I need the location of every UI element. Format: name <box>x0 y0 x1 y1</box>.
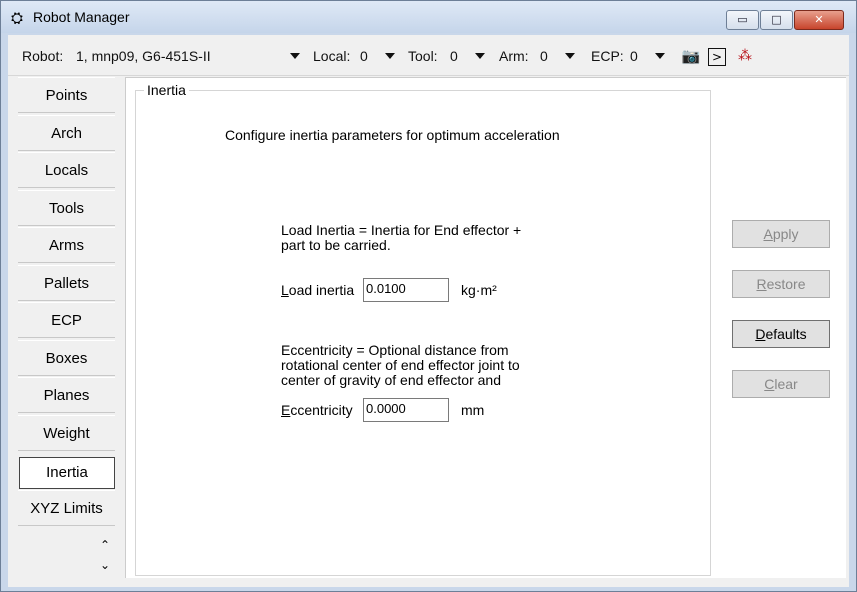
apply-mnemonic: A <box>763 226 773 242</box>
tool-dropdown-caret-icon[interactable] <box>475 53 485 59</box>
camera-icon[interactable]: 📷 <box>681 47 701 65</box>
apply-button[interactable] <box>732 220 830 248</box>
inertia-panel <box>125 77 846 578</box>
clear-button[interactable] <box>732 370 830 398</box>
eccentricity-description-line2: rotational center of end effector joint to <box>281 357 520 373</box>
defaults-button[interactable] <box>732 320 830 348</box>
tab-xyz-limits[interactable]: XYZ Limits <box>18 490 115 526</box>
load-inertia-unit: kg·m² <box>461 282 497 298</box>
scroll-up-icon[interactable]: ⌃ <box>99 538 111 552</box>
load-inertia-label <box>281 283 354 298</box>
scroll-down-icon[interactable]: ⌄ <box>99 558 111 572</box>
tab-ecp[interactable]: ECP <box>18 302 115 338</box>
minimize-button[interactable]: ▭ <box>726 10 759 30</box>
io-dots-icon[interactable]: ⁂ <box>738 48 752 64</box>
eccentricity-description-line3: center of gravity of end effector and <box>281 372 501 388</box>
maximize-button[interactable]: □ <box>760 10 793 30</box>
robot-icon: ⛭ <box>11 9 24 27</box>
restore-button[interactable] <box>732 270 830 298</box>
eccentricity-label-rest: ccentricity <box>290 402 353 418</box>
tab-points[interactable]: Points <box>18 77 115 113</box>
tab-locals[interactable]: Locals <box>18 152 115 188</box>
eccentricity-input[interactable]: 0.0000 <box>363 398 449 422</box>
tool-label: Tool: <box>408 48 438 64</box>
load-description-line2: part to be carried. <box>281 237 391 253</box>
close-button[interactable]: ✕ <box>794 10 844 30</box>
client-area <box>8 35 849 587</box>
restore-label-rest: estore <box>766 276 806 292</box>
ecp-select[interactable]: 0 <box>630 48 638 64</box>
arm-dropdown-caret-icon[interactable] <box>565 53 575 59</box>
toolbar <box>8 35 849 76</box>
local-dropdown-caret-icon[interactable] <box>385 53 395 59</box>
tab-arms[interactable]: Arms <box>18 227 115 263</box>
arm-select[interactable]: 0 <box>540 48 548 64</box>
window-title: Robot Manager <box>33 9 130 25</box>
tool-select[interactable]: 0 <box>450 48 458 64</box>
robot-label: Robot: <box>22 48 64 64</box>
title-bar[interactable] <box>1 1 856 33</box>
load-inertia-mnemonic: L <box>281 282 289 298</box>
clear-mnemonic: C <box>764 376 775 392</box>
eccentricity-mnemonic: E <box>281 402 291 418</box>
inertia-header: Configure inertia parameters for optimum acceleration <box>225 127 560 143</box>
tab-inertia[interactable]: Inertia <box>19 457 115 489</box>
tab-arch[interactable]: Arch <box>18 115 115 151</box>
tab-pallets[interactable]: Pallets <box>18 265 115 301</box>
eccentricity-label <box>281 403 353 418</box>
load-inertia-label-rest: oad inertia <box>288 282 355 298</box>
restore-mnemonic: R <box>756 276 767 292</box>
clear-label-rest: lear <box>774 376 798 392</box>
local-select[interactable]: 0 <box>360 48 368 64</box>
local-label: Local: <box>313 48 351 64</box>
defaults-mnemonic: D <box>755 326 766 342</box>
inertia-groupbox <box>135 82 711 576</box>
robot-dropdown-caret-icon[interactable] <box>290 53 300 59</box>
arm-label: Arm: <box>499 48 529 64</box>
tab-tools[interactable]: Tools <box>18 190 115 226</box>
eccentricity-unit: mm <box>461 402 485 418</box>
tab-planes[interactable]: Planes <box>18 377 115 413</box>
eccentricity-description-line1: Eccentricity = Optional distance from <box>281 342 509 358</box>
command-prompt-icon[interactable]: > <box>708 48 726 66</box>
apply-label-rest: pply <box>772 226 799 242</box>
load-inertia-input[interactable]: 0.0100 <box>363 278 449 302</box>
ecp-dropdown-caret-icon[interactable] <box>655 53 665 59</box>
tab-weight[interactable]: Weight <box>18 415 115 451</box>
defaults-label-rest: efaults <box>765 326 807 342</box>
ecp-label: ECP: <box>591 48 624 64</box>
load-description-line1: Load Inertia = Inertia for End effector + <box>281 222 522 238</box>
robot-select[interactable]: 1, mnp09, G6-451S-II <box>76 48 211 64</box>
tab-boxes[interactable]: Boxes <box>18 340 115 376</box>
group-title: Inertia <box>144 82 189 98</box>
